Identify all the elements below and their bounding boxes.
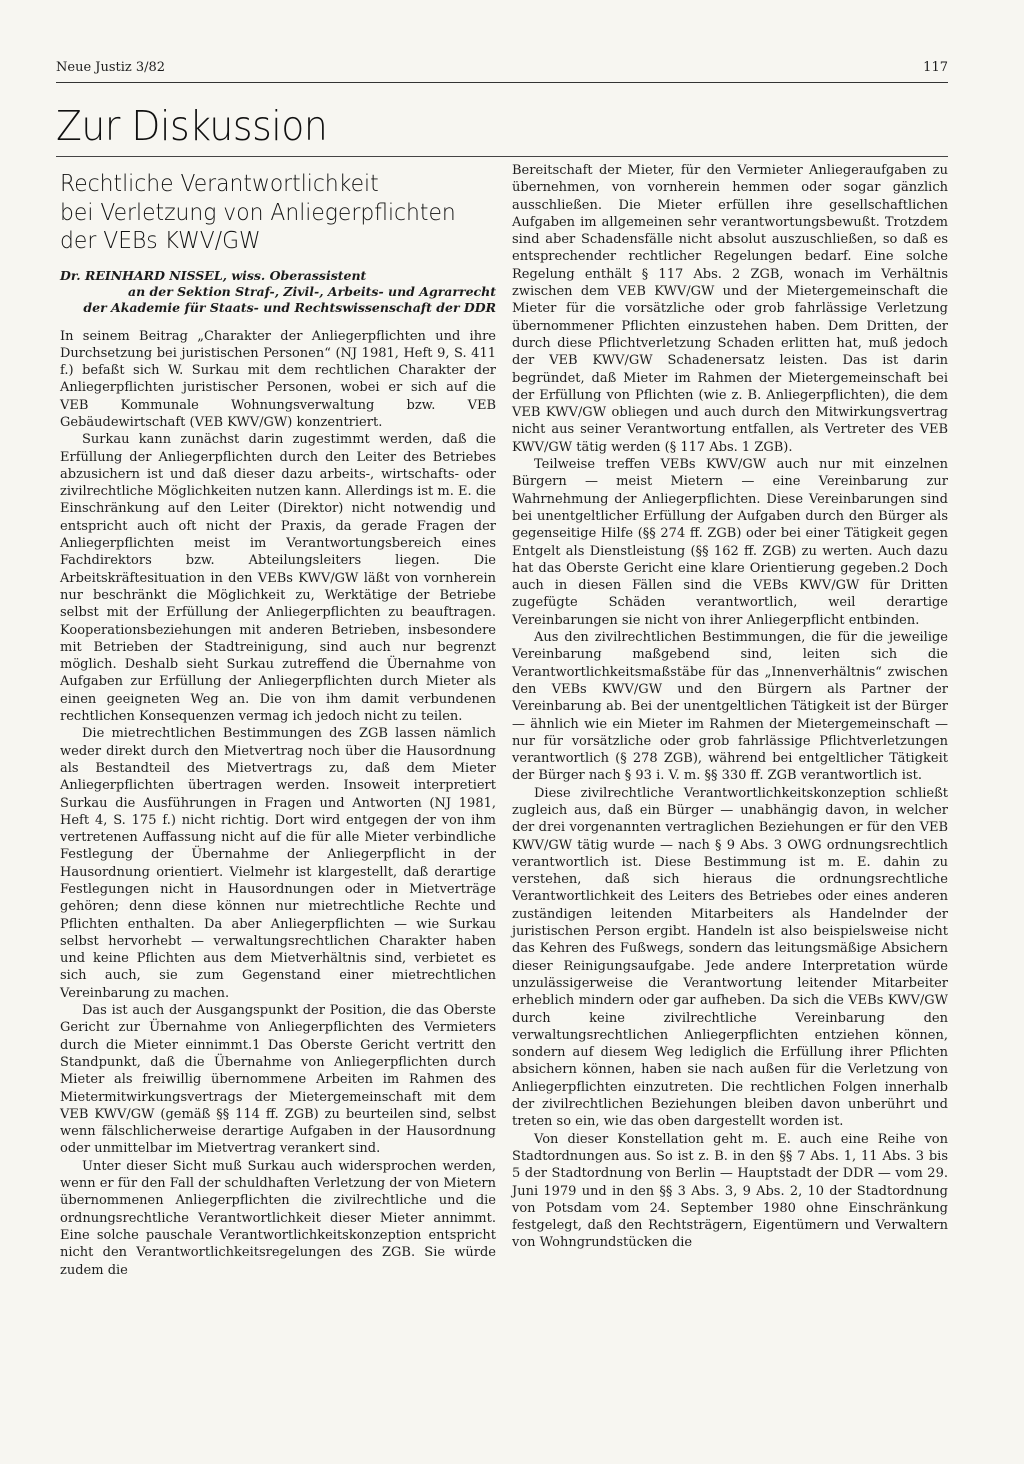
page-number: 117 <box>923 60 948 75</box>
right-column <box>512 162 948 1252</box>
body-paragraph: Unter dieser Sicht muß Surkau auch widersprochen werden, wenn er für den Fall der schuldhaften Verletzung der von Mietern übernommenen Anliegerpflichten die zivilrechtliche und die ordnungsrechtliche Verantwortlichkeit dieser Mieter annimmt. Eine solche pauschale Verantwortlichkeitskonzeption entspricht nicht den Verantwortlichkeitsregelungen des ZGB. Sie würde zudem die <box>60 1158 496 1278</box>
body-paragraph: Diese zivilrechtliche Verantwortlichkeitskonzeption schließt zugleich aus, daß ein Bürger — unabhängig davon, in welcher der drei vorgenannten vertraglichen Beziehungen er für den VEB KWV/GW tätig wurde — nach § 9 Abs. 3 OWG ordnungsrechtlich verantwortlich ist. Diese Bestimmung ist m. E. dahin zu verstehen, daß sich hieraus die ordnungsrechtliche Verantwortlichkeit des Leiters des Betriebes oder eines anderen zuständigen leitenden Mitarbeiters als Handelnder der juristischen Person ergibt. Handeln ist also beispielsweise nicht das Kehren des Fußwegs, sondern das leitungsmäßige Absichern dieser Reinigungsaufgabe. Jede andere Interpretation würde unzulässigerweise die Verantwortung leitender Mitarbeiter erheblich mindern oder gar aufheben. Da sich die VEBs KWV/GW durch keine zivilrechtliche Vereinbarung den verwaltungsrechtlichen Anliegerpflichten entziehen können, sondern auf diesem Weg lediglich die Erfüllung ihrer Pflichten absichern können, haben sie nach außen für die Verletzung von Anliegerpflichten einzutreten. Die rechtlichen Folgen innerhalb der zivilrechtlichen Beziehungen bleiben davon unberührt und treten so ein, wie das oben dargestellt worden ist. <box>512 785 948 1130</box>
left-column <box>60 162 496 1279</box>
body-paragraph: Die mietrechtlichen Bestimmungen des ZGB lassen nämlich weder direkt durch den Mietvertrag noch über die Hausordnung als Bestandteil des Mietvertrags zu, daß dem Mieter Anliegerpflichten übertragen werden. Insoweit interpretiert Surkau die Ausführungen in Fragen und Antworten (NJ 1981, Heft 4, S. 175 f.) nicht richtig. Dort wird entgegen der von ihm vertretenen Auffassung nicht auf die für alle Mieter verbindliche Festlegung der Übernahme der Anliegerpflicht in der Hausordnung orientiert. Vielmehr ist klargestellt, daß derartige Festlegungen nicht in Hausordnungen oder in Mietverträge gehören; denn diese können nur mietrechtliche Rechte und Pflichten enthalten. Da aber Anliegerpflichten — wie Surkau selbst hervorhebt — verwaltungsrechtlichen Charakter haben und keine Pflichten aus dem Mietverhältnis sind, verbietet es sich auch, sie zum Gegenstand einer mietrechtlichen Vereinbarung zu machen. <box>60 726 496 1001</box>
body-paragraph: Teilweise treffen VEBs KWV/GW auch nur mit einzelnen Bürgern — meist Mietern — eine Vereinbarung zur Wahrnehmung der Anliegerpflichten. Diese Vereinbarungen sind bei unentgeltlicher Erfüllung der Aufgaben durch den Bürger als gegenseitige Hilfe (§§ 274 ff. ZGB) oder bei einer Tätigkeit gegen Entgelt als Dienstleistung (§§ 162 ff. ZGB) zu werten. Auch dazu hat das Oberste Gericht eine klare Orientierung gegeben.2 Doch auch in diesen Fällen sind die VEBs KWV/GW für Dritten zugefügte Schäden verantwortlich, weil derartige Vereinbarungen sie nicht von ihrer Anliegerpflicht entbinden. <box>512 457 948 628</box>
header-rule <box>56 82 948 83</box>
byline-affiliation: an der Sektion Straf-, Zivil-, Arbeits- und Agrarrecht <box>127 283 496 299</box>
journal-issue: Neue Justiz 3/82 <box>56 60 166 75</box>
body-paragraph: Surkau kann zunächst darin zugestimmt werden, daß die Erfüllung der Anliegerpflichten durch den Leiter des Betriebes abzusichern ist und daß dieser dazu arbeits-, wirtschafts- oder zivilrechtliche Möglichkeiten nutzen kann. Allerdings ist m. E. die Einschränkung auf den Leiter (Direktor) nicht notwendig und entspricht auch oft nicht der Praxis, da gerade Fragen der Anliegerpflichten meist im Verantwortungsbereich eines Fachdirektors bzw. Abteilungsleiters liegen. Die Arbeitskräftesituation in den VEBs KWV/GW läßt von vornherein nur beschränkt die Möglichkeit zu, Werktätige der Betriebe selbst mit der Erfüllung der Anliegerpflichten zu beauftragen. Kooperationsbeziehungen mit anderen Betrieben, insbesondere mit Betrieben der Stadtreinigung, sind auch nur begrenzt möglich. Deshalb sieht Surkau zutreffend die Übernahme von Aufgaben zur Erfüllung der Anliegerpflichten durch Mieter als einen geeigneten Weg an. Die von ihm damit verbundenen rechtlichen Konsequenzen vermag ich jedoch nicht zu teilen. <box>60 432 496 725</box>
body-paragraph: Von dieser Konstellation geht m. E. auch eine Reihe von Stadtordnungen aus. So ist z. B. in den §§ 7 Abs. 1, 11 Abs. 3 bis 5 der Stadtordnung von Berlin — Hauptstadt der DDR — vom 29. Juni 1979 und in den §§ 3 Abs. 3, 9 Abs. 2, 10 der Stadtordnung von Potsdam vom 24. September 1980 ohne Einschränkung festgelegt, daß den Rechtsträgern, Eigentümern und Verwaltern von Wohngrundstücken die <box>512 1131 948 1251</box>
section-rule <box>56 156 948 157</box>
article-title-line: Rechtliche Verantwortlichkeit <box>60 171 379 197</box>
body-paragraph: Das ist auch der Ausgangspunkt der Position, die das Oberste Gericht zur Übernahme von Anliegerpflichten des Vermieters durch die Mieter einnimmt.1 Das Oberste Gericht vertritt den Standpunkt, daß die Übernahme von Anliegerpflichten durch Mieter als freiwillig übernommene Arbeiten im Rahmen des Mietermitwirkungsvertrags der Mietergemeinschaft mit dem VEB KWV/GW (gemäß §§ 114 ff. ZGB) zu beurteilen sind, selbst wenn fälschlicherweise derartige Aufgaben in der Hausordnung oder unmittelbar im Mietvertrag verankert sind. <box>60 1003 496 1157</box>
article-title-line: bei Verletzung von Anliegerpflichten <box>60 199 456 226</box>
running-head <box>56 60 948 80</box>
byline-author: Dr. REINHARD NISSEL, wiss. Oberassistent <box>60 267 367 283</box>
article-title-line: der VEBs KWV/GW <box>60 228 261 254</box>
body-paragraph: In seinem Beitrag „Charakter der Anliegerpflichten und ihre Durchsetzung bei juristischen Personen“ (NJ 1981, Heft 9, S. 411 f.) befaßt sich W. Surkau mit dem rechtlichen Charakter der Anliegerpflichten juristischer Personen, wobei er sich auf die VEB Kommunale Wohnungsverwaltung bzw. VEB Gebäudewirtschaft (VEB KWV/GW) konzentriert. <box>60 328 496 430</box>
body-paragraph: Aus den zivilrechtlichen Bestimmungen, die für die jeweilige Vereinbarung maßgebend sind, leiten sich die Verantwortlichkeitsmaßstäbe für das „Innenverhältnis“ zwischen den VEBs KWV/GW und den Bürgern als Partner der Vereinbarung ab. Bei der unentgeltlichen Tätigkeit ist der Bürger — ähnlich wie ein Mieter im Rahmen der Mietergemeinschaft — nur für vorsätzliche oder grob fahrlässige Pflichtverletzungen verantwortlich (§ 278 ZGB), während bei entgeltlicher Tätigkeit der Bürger nach § 93 i. V. m. §§ 330 ff. ZGB verantwortlich ist. <box>512 630 948 784</box>
author-byline <box>60 268 496 316</box>
article-title <box>60 170 459 256</box>
byline-institution: der Akademie für Staats- und Rechtswissenschaft der DDR <box>83 299 496 315</box>
section-title: Zur Diskussion <box>56 102 328 150</box>
body-paragraph: Bereitschaft der Mieter, für den Vermieter Anliegeraufgaben zu übernehmen, von vornherein hemmen oder sogar gänzlich ausschließen. Die Mieter erfüllen ihre gesellschaftlichen Aufgaben im allgemeinen sehr verantwortungsbewußt. Trotzdem sind aber Schadensfälle nicht absolut auszuschließen, so daß es entsprechender rechtlicher Regelungen bedarf. Eine solche Regelung enthält § 117 Abs. 2 ZGB, wonach im Verhältnis zwischen dem VEB KWV/GW und der Mietergemeinschaft die Mieter für die vorsätzliche oder grob fahrlässige Verletzung übernommener Pflichten einzustehen haben. Dem Dritten, der durch diese Pflichtverletzung Schaden erlitten hat, muß jedoch der VEB KWV/GW Schadenersatz leisten. Das ist darin begründet, daß Mieter im Rahmen der Mietergemeinschaft bei der Erfüllung von Pflichten (wie z. B. Anliegerpflichten), die dem VEB KWV/GW obliegen und auch durch den Mitwirkungsvertrag nicht aus seiner Verantwortung entfallen, als Vertreter des VEB KWV/GW tätig werden (§ 117 Abs. 1 ZGB). <box>512 163 948 455</box>
